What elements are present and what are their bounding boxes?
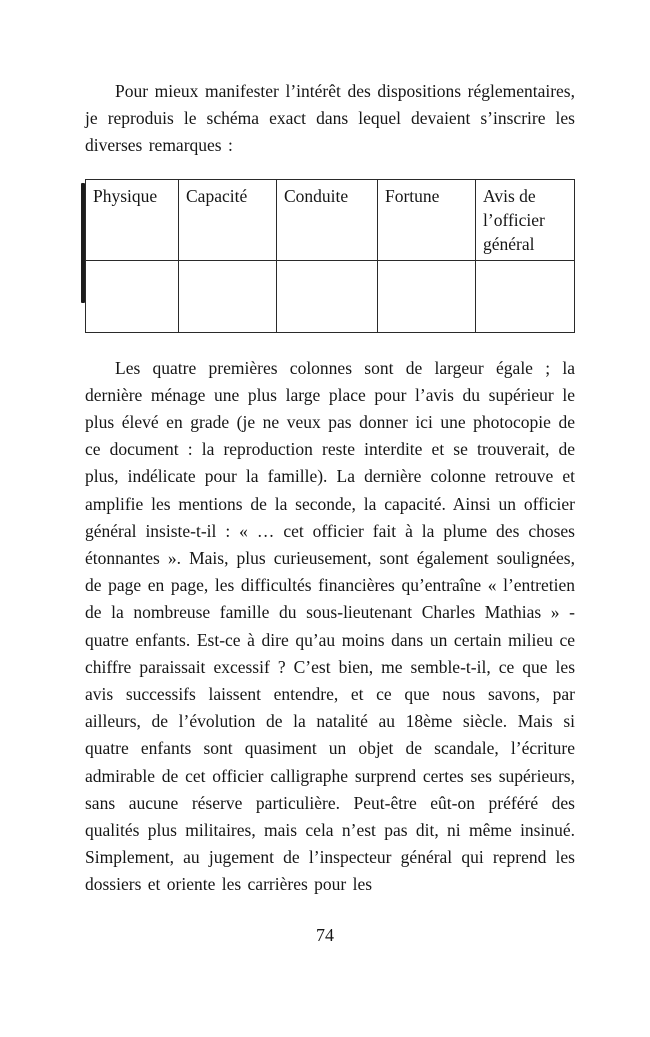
main-paragraph: Les quatre premières colonnes sont de largeur égale ; la dernière ménage une plus large place pour l’avis du supérieur le plus élevé en grade (je ne veux pas donner ici une photocopie de ce document : la reproduction reste interdite et se trouverait, de plus, indélicate pour la famille). La dernière colonne retrouve et amplifie les mentions de la seconde, la capacité. Ainsi un officier général insiste-t-il : « … cet officier fait à la plume des choses étonnantes ». Mais, plus curieusement, sont également soulignées, de page en page, les difficultés financières qu’entraîne « l’entretien de la nombreuse famille du sous-lieutenant Charles Mathias » - quatre enfants. Est-ce à dire qu’au moins dans un certain milieu ce chiffre paraissait excessif ? C’est bien, me semble-t-il, ce que les avis successifs laissent entendre, et ce que nous savons, par ailleurs, de l’évolution de la natalité au 18ème siècle. Mais si quatre enfants sont quasiment un objet de scandale, l’écriture admirable de cet officier calligraphe surprend certes ses supérieurs, sans aucune réserve particulière. Peut-être eût-on préféré des qualités plus militaires, mais cela n’est pas dit, ni même insinué. Simplement, au jugement de l’inspecteur général qui reprend les dossiers et oriente les carrières pour les — [85, 357, 575, 895]
remarks-schema-table — [85, 179, 575, 333]
intro-paragraph: Pour mieux manifester l’intérêt des dispositions réglementaires, je reproduis le schéma exact dans lequel devaient s’inscrire les diverses remarques : — [85, 81, 575, 156]
table-header-conduite: Conduite — [277, 179, 378, 260]
table-header-row — [86, 179, 575, 260]
table-cell-empty — [277, 260, 378, 332]
table-cell-empty — [86, 260, 179, 332]
table-header-avis: Avis de l’officier général — [476, 179, 575, 260]
table-empty-row — [86, 260, 575, 332]
book-page — [85, 78, 575, 899]
table-header-capacite: Capacité — [179, 179, 277, 260]
scan-artifact — [81, 183, 85, 303]
table-header-fortune: Fortune — [378, 179, 476, 260]
table-cell-empty — [378, 260, 476, 332]
table-cell-empty — [179, 260, 277, 332]
table-header-physique: Physique — [86, 179, 179, 260]
table-cell-empty — [476, 260, 575, 332]
page-number: 74 — [316, 925, 334, 945]
